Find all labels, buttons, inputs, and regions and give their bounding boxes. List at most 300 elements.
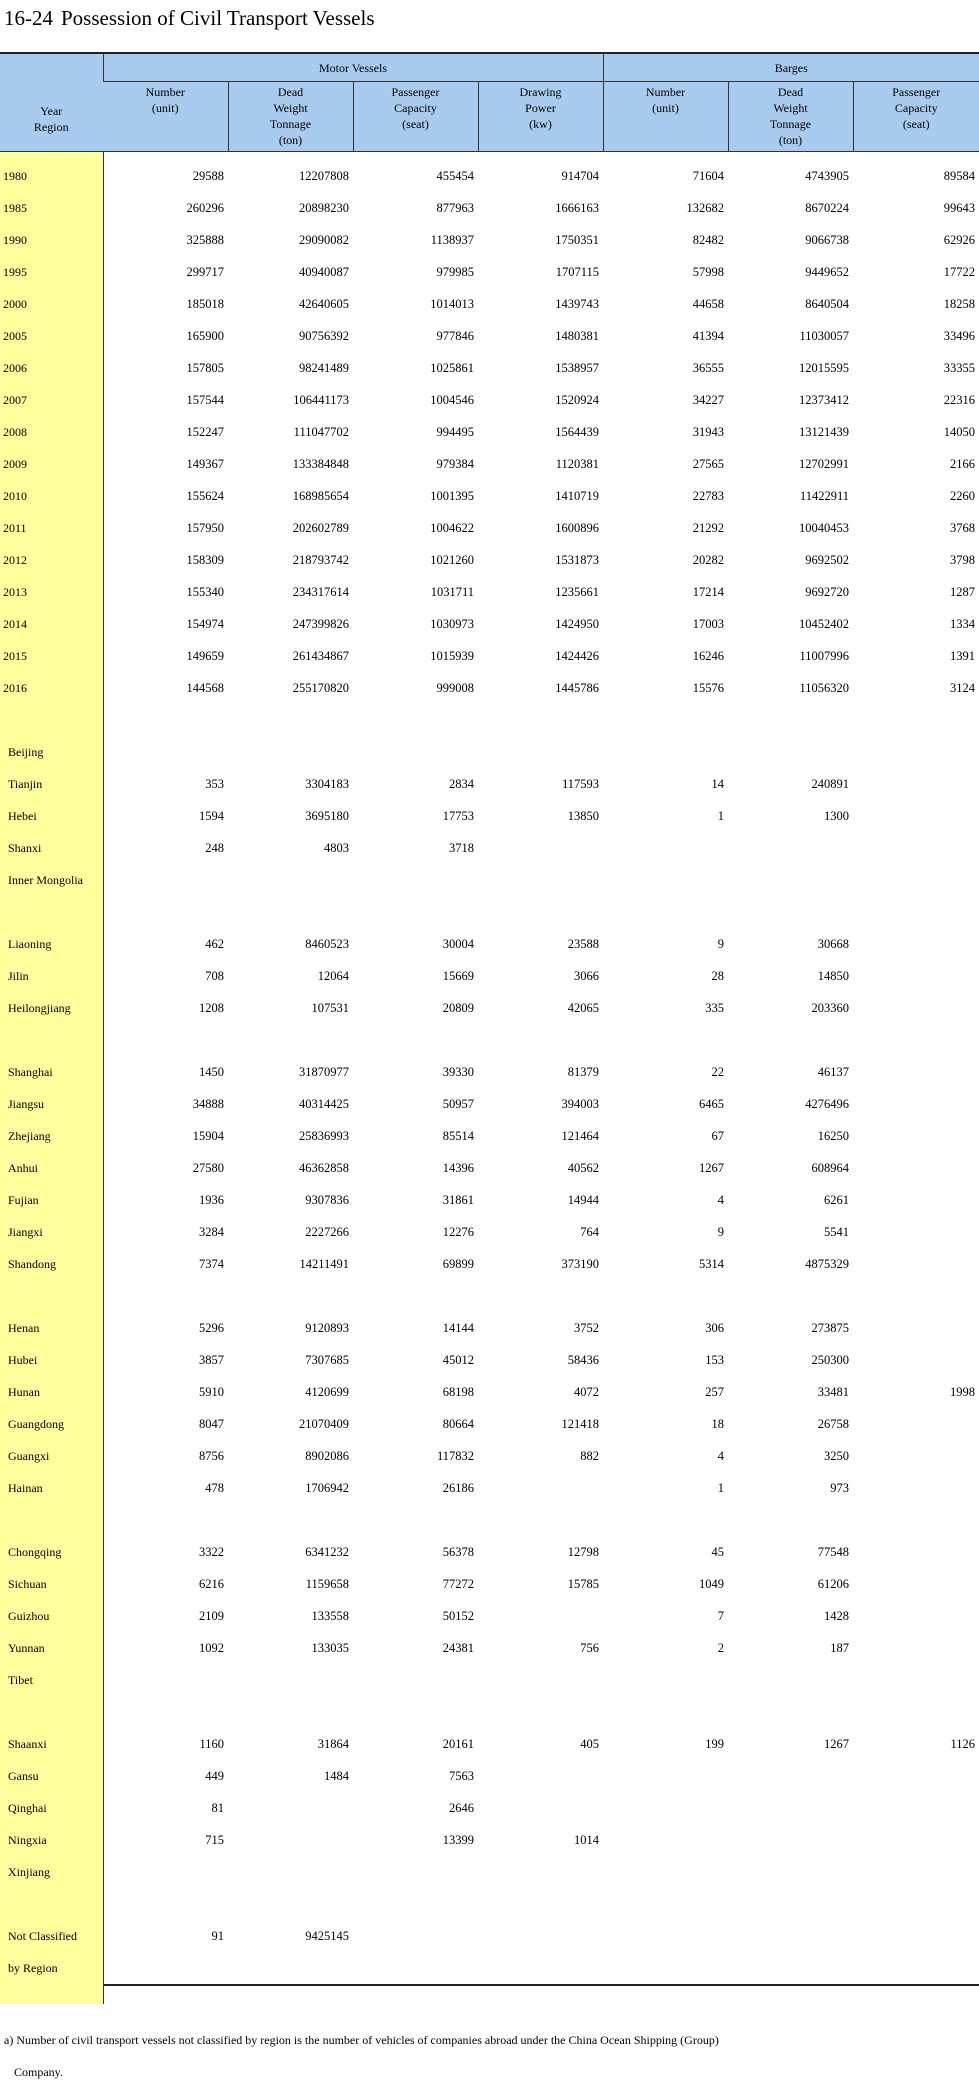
- table-cell: 877963: [436, 200, 474, 215]
- table-cell: 12015595: [799, 360, 849, 375]
- table-cell: 3284: [199, 1224, 224, 1239]
- table-cell: [853, 864, 979, 896]
- table-cell: 15785: [567, 1576, 599, 1591]
- vessel-table-container: [0, 52, 979, 1986]
- table-cell: 2227266: [305, 1224, 349, 1239]
- table-cell: 40940087: [299, 264, 349, 279]
- row-label: Jiangsu: [0, 1088, 103, 1120]
- table-row: [0, 1184, 979, 1216]
- table-cell: [228, 864, 353, 896]
- table-cell: 31870977: [299, 1064, 349, 1079]
- table-cell: [353, 1920, 478, 1952]
- row-label: Gansu: [0, 1760, 103, 1792]
- table-row: [0, 288, 979, 320]
- table-cell: 12207808: [299, 168, 349, 183]
- table-cell: [728, 1696, 853, 1728]
- motor-vessels-header: Motor Vessels: [103, 54, 603, 82]
- table-cell: [853, 1312, 979, 1344]
- table-row: [0, 1024, 979, 1056]
- table-cell: 10040453: [799, 520, 849, 535]
- table-cell: [853, 1632, 979, 1664]
- row-label: Guizhou: [0, 1600, 103, 1632]
- footnote: [4, 2024, 974, 2088]
- table-cell: [603, 1696, 728, 1728]
- table-cell: 91: [211, 1928, 224, 1943]
- table-cell: 14: [711, 776, 724, 791]
- table-cell: 1300: [824, 808, 849, 823]
- table-cell: 24381: [442, 1640, 474, 1655]
- table-cell: 1706942: [305, 1480, 349, 1495]
- table-cell: [228, 736, 353, 768]
- table-cell: [603, 864, 728, 896]
- table-cell: 1014: [574, 1832, 599, 1847]
- table-cell: 1: [717, 1480, 724, 1495]
- row-label: [0, 1504, 103, 1536]
- table-cell: [478, 1920, 603, 1952]
- table-cell: [478, 736, 603, 768]
- table-cell: 11007996: [799, 648, 849, 663]
- table-row: [0, 768, 979, 800]
- table-row: [0, 864, 979, 896]
- table-cell: 11030057: [799, 328, 849, 343]
- table-cell: 31864: [317, 1736, 349, 1751]
- table-row: [0, 1952, 979, 1984]
- table-cell: [478, 1664, 603, 1696]
- table-cell: 121464: [561, 1128, 599, 1143]
- table-cell: [853, 1280, 979, 1312]
- table-cell: [228, 1824, 353, 1856]
- row-label: 2015: [0, 640, 103, 672]
- table-cell: 117593: [561, 776, 599, 791]
- table-cell: 18: [711, 1416, 724, 1431]
- table-cell: [228, 1888, 353, 1920]
- row-label: [0, 1024, 103, 1056]
- row-label: Ningxia: [0, 1824, 103, 1856]
- table-cell: 77272: [442, 1576, 474, 1591]
- table-cell: [603, 896, 728, 928]
- table-cell: [853, 992, 979, 1024]
- table-cell: [103, 1888, 228, 1920]
- table-cell: [353, 896, 478, 928]
- table-cell: [728, 1920, 853, 1952]
- table-cell: [603, 1280, 728, 1312]
- table-cell: [853, 1472, 979, 1504]
- table-cell: [103, 896, 228, 928]
- table-row: [0, 1408, 979, 1440]
- table-cell: [853, 1920, 979, 1952]
- table-row: [0, 1472, 979, 1504]
- table-cell: 20898230: [299, 200, 349, 215]
- table-cell: 12702991: [799, 456, 849, 471]
- table-cell: 9692720: [805, 584, 849, 599]
- table-cell: 45: [711, 1544, 724, 1559]
- table-cell: [478, 896, 603, 928]
- table-cell: 1049: [699, 1576, 724, 1591]
- row-label: Shanxi: [0, 832, 103, 864]
- table-cell: 8460523: [305, 936, 349, 951]
- table-cell: [603, 1504, 728, 1536]
- table-cell: [228, 896, 353, 928]
- table-cell: [728, 1856, 853, 1888]
- table-cell: 1445786: [555, 680, 599, 695]
- table-cell: 99643: [943, 200, 975, 215]
- table-cell: [728, 864, 853, 896]
- table-cell: 13121439: [799, 424, 849, 439]
- table-cell: 33481: [817, 1384, 849, 1399]
- row-label: [0, 896, 103, 928]
- table-cell: 1021260: [430, 552, 474, 567]
- table-cell: 2646: [449, 1800, 474, 1815]
- table-row: [0, 736, 979, 768]
- table-cell: 455454: [436, 168, 474, 183]
- row-label: Jilin: [0, 960, 103, 992]
- table-cell: [853, 1792, 979, 1824]
- table-cell: 46137: [817, 1064, 849, 1079]
- table-cell: [853, 800, 979, 832]
- table-cell: 154974: [186, 616, 224, 631]
- table-cell: [103, 1856, 228, 1888]
- barges-header: Barges: [603, 54, 979, 82]
- table-cell: 9066738: [805, 232, 849, 247]
- table-cell: 2260: [950, 488, 975, 503]
- table-row: [0, 1152, 979, 1184]
- table-cell: 250300: [811, 1352, 849, 1367]
- table-cell: 14850: [817, 968, 849, 983]
- table-cell: [853, 1088, 979, 1120]
- table-row: [0, 416, 979, 448]
- table-cell: 67: [711, 1128, 724, 1143]
- table-cell: [603, 1824, 728, 1856]
- table-cell: [478, 1856, 603, 1888]
- table-cell: 478: [205, 1480, 224, 1495]
- table-number: 16-24: [4, 6, 53, 30]
- table-cell: [478, 864, 603, 896]
- table-cell: 62926: [943, 232, 975, 247]
- table-cell: 15576: [692, 680, 724, 695]
- table-cell: [853, 1952, 979, 1984]
- table-cell: 77548: [817, 1544, 849, 1559]
- table-cell: 4: [717, 1192, 724, 1207]
- table-cell: 199: [705, 1736, 724, 1751]
- table-row: [0, 1312, 979, 1344]
- table-cell: 1031711: [430, 584, 474, 599]
- table-cell: 999008: [436, 680, 474, 695]
- table-cell: 56378: [442, 1544, 474, 1559]
- table-cell: 353: [205, 776, 224, 791]
- table-row: [0, 1760, 979, 1792]
- table-cell: 187: [830, 1640, 849, 1655]
- table-row: [0, 480, 979, 512]
- table-cell: 3857: [199, 1352, 224, 1367]
- table-cell: 40562: [567, 1160, 599, 1175]
- row-label: [0, 1280, 103, 1312]
- row-label: Hubei: [0, 1344, 103, 1376]
- table-cell: [853, 1504, 979, 1536]
- table-cell: 33355: [943, 360, 975, 375]
- table-cell: 41394: [692, 328, 724, 343]
- table-cell: 405: [580, 1736, 599, 1751]
- table-cell: 7: [717, 1608, 724, 1623]
- row-label: Yunnan: [0, 1632, 103, 1664]
- table-row: [0, 1056, 979, 1088]
- table-cell: 3798: [950, 552, 975, 567]
- table-cell: 977846: [436, 328, 474, 343]
- table-cell: 1998: [950, 1384, 975, 1399]
- table-cell: 6216: [199, 1576, 224, 1591]
- table-cell: [853, 1120, 979, 1152]
- table-cell: 1120381: [555, 456, 599, 471]
- row-label: Guangdong: [0, 1408, 103, 1440]
- table-cell: [228, 1952, 353, 1984]
- table-cell: 157544: [186, 392, 224, 407]
- table-cell: 882: [580, 1448, 599, 1463]
- table-cell: [478, 1472, 603, 1504]
- table-row: [0, 1280, 979, 1312]
- table-row: [0, 384, 979, 416]
- table-cell: 12276: [442, 1224, 474, 1239]
- table-cell: [353, 864, 478, 896]
- row-label: Hunan: [0, 1376, 103, 1408]
- table-row: [0, 672, 979, 704]
- table-cell: 4875329: [805, 1256, 849, 1271]
- table-cell: [353, 1024, 478, 1056]
- table-cell: 1520924: [555, 392, 599, 407]
- table-cell: 90756392: [299, 328, 349, 343]
- table-cell: [478, 704, 603, 736]
- table-cell: 81379: [567, 1064, 599, 1079]
- vessel-table: [0, 54, 979, 2004]
- table-cell: [103, 1024, 228, 1056]
- table-cell: [603, 1024, 728, 1056]
- table-cell: [353, 736, 478, 768]
- table-row: [0, 1696, 979, 1728]
- table-cell: 61206: [817, 1576, 849, 1591]
- table-cell: [478, 1792, 603, 1824]
- table-cell: 1235661: [555, 584, 599, 599]
- table-cell: [228, 1504, 353, 1536]
- table-cell: [353, 1888, 478, 1920]
- row-label: Hainan: [0, 1472, 103, 1504]
- row-label: Henan: [0, 1312, 103, 1344]
- table-cell: [353, 1664, 478, 1696]
- table-cell: 121418: [561, 1416, 599, 1431]
- table-cell: 5314: [699, 1256, 724, 1271]
- table-cell: [728, 1824, 853, 1856]
- table-row: [0, 1632, 979, 1664]
- table-cell: 117832: [436, 1448, 474, 1463]
- table-row: [0, 1248, 979, 1280]
- table-cell: 1439743: [555, 296, 599, 311]
- table-cell: 1538957: [555, 360, 599, 375]
- table-cell: 149659: [186, 648, 224, 663]
- table-cell: 10452402: [799, 616, 849, 631]
- table-cell: 7307685: [305, 1352, 349, 1367]
- table-cell: [853, 736, 979, 768]
- table-cell: 1750351: [555, 232, 599, 247]
- table-cell: 9: [717, 936, 724, 951]
- table-cell: [853, 1856, 979, 1888]
- table-row: [0, 352, 979, 384]
- table-row: [0, 1568, 979, 1600]
- table-cell: [728, 1504, 853, 1536]
- column-header: Drawing Power (kw): [478, 82, 603, 152]
- table-cell: 25836993: [299, 1128, 349, 1143]
- table-cell: 44658: [692, 296, 724, 311]
- table-cell: 22316: [943, 392, 975, 407]
- table-cell: 1410719: [555, 488, 599, 503]
- table-cell: 8047: [199, 1416, 224, 1431]
- column-header: Dead Weight Tonnage (ton): [228, 82, 353, 152]
- table-cell: 202602789: [292, 520, 349, 535]
- table-cell: 81: [211, 1800, 224, 1815]
- table-cell: 1015939: [430, 648, 474, 663]
- table-cell: [103, 1280, 228, 1312]
- table-cell: 30668: [817, 936, 849, 951]
- table-cell: 27580: [192, 1160, 224, 1175]
- table-cell: 1160: [199, 1736, 224, 1751]
- row-label: [0, 1888, 103, 1920]
- table-cell: 1004546: [430, 392, 474, 407]
- table-cell: 6341232: [305, 1544, 349, 1559]
- table-cell: 50957: [442, 1096, 474, 1111]
- table-row: [0, 800, 979, 832]
- table-cell: 3322: [199, 1544, 224, 1559]
- table-cell: 13850: [567, 808, 599, 823]
- table-cell: 1287: [950, 584, 975, 599]
- table-cell: 20161: [442, 1736, 474, 1751]
- row-label: 2009: [0, 448, 103, 480]
- row-label: 2014: [0, 608, 103, 640]
- table-cell: 168985654: [292, 488, 349, 503]
- table-cell: [603, 1920, 728, 1952]
- table-cell: [853, 1600, 979, 1632]
- table-cell: 9120893: [305, 1320, 349, 1335]
- table-cell: 1666163: [555, 200, 599, 215]
- table-cell: 3250: [824, 1448, 849, 1463]
- table-cell: [853, 1408, 979, 1440]
- table-cell: 257: [705, 1384, 724, 1399]
- table-cell: 111047702: [293, 424, 349, 439]
- table-cell: 98241489: [299, 360, 349, 375]
- table-cell: [603, 1760, 728, 1792]
- table-cell: 69899: [442, 1256, 474, 1271]
- table-row: [0, 320, 979, 352]
- row-label: 1995: [0, 256, 103, 288]
- table-cell: 9425145: [305, 1928, 349, 1943]
- table-cell: 29090082: [299, 232, 349, 247]
- table-body: [0, 152, 979, 2005]
- table-cell: 155624: [186, 488, 224, 503]
- table-cell: [478, 1024, 603, 1056]
- table-row: [0, 1792, 979, 1824]
- table-cell: [228, 1856, 353, 1888]
- footnote-line-2: Company.: [14, 2065, 63, 2079]
- row-label: [0, 1696, 103, 1728]
- table-cell: 14211491: [299, 1256, 349, 1271]
- table-cell: 234317614: [292, 584, 349, 599]
- table-cell: [853, 1024, 979, 1056]
- table-cell: 21292: [692, 520, 724, 535]
- table-cell: 12373412: [799, 392, 849, 407]
- table-cell: 3768: [950, 520, 975, 535]
- table-cell: [853, 1664, 979, 1696]
- table-cell: 85514: [442, 1128, 474, 1143]
- column-header: Passenger Capacity (seat): [353, 82, 478, 152]
- table-cell: 21070409: [299, 1416, 349, 1431]
- row-label: 2012: [0, 544, 103, 576]
- table-cell: 149367: [186, 456, 224, 471]
- table-cell: 6261: [824, 1192, 849, 1207]
- row-label: Xinjiang: [0, 1856, 103, 1888]
- table-cell: 1707115: [555, 264, 599, 279]
- table-row: [0, 448, 979, 480]
- table-cell: 1600896: [555, 520, 599, 535]
- table-cell: 133558: [311, 1608, 349, 1623]
- table-cell: 34227: [692, 392, 724, 407]
- table-cell: 82482: [692, 232, 724, 247]
- table-cell: 261434867: [292, 648, 349, 663]
- table-cell: [103, 1696, 228, 1728]
- row-label: Shaanxi: [0, 1728, 103, 1760]
- table-cell: 8670224: [805, 200, 849, 215]
- table-cell: 133035: [311, 1640, 349, 1655]
- table-cell: 46362858: [299, 1160, 349, 1175]
- table-cell: [103, 1664, 228, 1696]
- table-cell: 106441173: [293, 392, 349, 407]
- table-cell: 8756: [199, 1448, 224, 1463]
- table-cell: 4120699: [305, 1384, 349, 1399]
- table-cell: 255170820: [292, 680, 349, 695]
- table-cell: 248: [205, 840, 224, 855]
- table-cell: 9: [717, 1224, 724, 1239]
- table-cell: [103, 1952, 228, 1984]
- table-row: [0, 608, 979, 640]
- table-cell: 8640504: [805, 296, 849, 311]
- row-label: 2007: [0, 384, 103, 416]
- table-cell: [103, 1504, 228, 1536]
- table-cell: 1025861: [430, 360, 474, 375]
- table-row: [0, 224, 979, 256]
- table-cell: 3124: [950, 680, 975, 695]
- table-cell: 3304183: [305, 776, 349, 791]
- table-cell: 16250: [817, 1128, 849, 1143]
- table-cell: 218793742: [292, 552, 349, 567]
- table-cell: 4072: [574, 1384, 599, 1399]
- page-title: [4, 4, 375, 32]
- table-cell: 1424950: [555, 616, 599, 631]
- table-cell: 260296: [186, 200, 224, 215]
- table-cell: [103, 864, 228, 896]
- table-cell: 1531873: [555, 552, 599, 567]
- table-row: [0, 960, 979, 992]
- table-cell: 1: [717, 808, 724, 823]
- table-row: [0, 1216, 979, 1248]
- table-row: [0, 576, 979, 608]
- table-row: [0, 1888, 979, 1920]
- table-cell: [478, 1600, 603, 1632]
- table-cell: [603, 1792, 728, 1824]
- table-cell: 36555: [692, 360, 724, 375]
- table-cell: [228, 1280, 353, 1312]
- table-cell: [853, 1440, 979, 1472]
- table-cell: 157805: [186, 360, 224, 375]
- table-cell: 1564439: [555, 424, 599, 439]
- table-cell: 165900: [186, 328, 224, 343]
- table-cell: 22: [711, 1064, 724, 1079]
- table-cell: 9307836: [305, 1192, 349, 1207]
- table-cell: 914704: [561, 168, 599, 183]
- table-cell: [478, 1760, 603, 1792]
